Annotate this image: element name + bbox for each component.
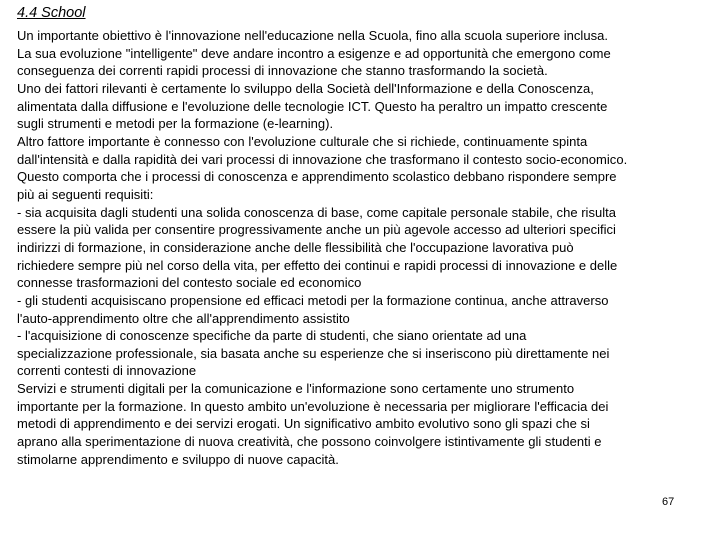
body-text xyxy=(17,27,720,468)
body-line: - sia acquisita dagli studenti una solida conoscenza di base, come capitale personale stabile, che risulta xyxy=(17,204,617,220)
body-line: connesse trasformazioni del contesto sociale ed economico xyxy=(17,275,362,291)
body-line: importante per la formazione. In questo ambito un'evoluzione è necessaria per migliorare l'efficacia dei xyxy=(17,398,609,414)
body-line: metodi di apprendimento e dei servizi erogati. Un significativo ambito evolutivo sono gli spazi che si xyxy=(17,416,590,432)
body-line: La sua evoluzione "intelligente" deve andare incontro a esigenze e ad opportunità che emergono come xyxy=(17,45,611,61)
body-line: Servizi e strumenti digitali per la comunicazione e l'informazione sono certamente uno strumento xyxy=(17,381,575,397)
body-line: Altro fattore importante è connesso con l'evoluzione culturale che si richiede, continuamente spinta xyxy=(17,133,588,149)
body-line: specializzazione professionale, sia basata anche su esperienze che si inseriscono più direttamente nei xyxy=(17,345,610,361)
body-line: conseguenza dei correnti rapidi processi di innovazione che stanno trasformando la società. xyxy=(17,63,548,79)
body-line: correnti contesti di innovazione xyxy=(17,363,197,379)
body-line: stimolarne apprendimento e sviluppo di nuove capacità. xyxy=(17,451,339,467)
body-line: indirizzi di formazione, in considerazione anche delle flessibilità che l'occupazione lavorativa può xyxy=(17,239,574,255)
page-number: 67 xyxy=(662,496,675,508)
body-line: dall'intensità e dalla rapidità dei vari processi di innovazione che trasformano il contesto socio-economico. xyxy=(17,151,628,167)
body-line: Un importante obiettivo è l'innovazione nell'educazione nella Scuola, fino alla scuola superiore inclusa. xyxy=(17,28,608,43)
section-title: 4.4 School xyxy=(17,5,86,21)
body-line: Questo comporta che i processi di conoscenza e apprendimento scolastico debbano rispondere sempre xyxy=(17,169,617,185)
body-line: più ai seguenti requisiti: xyxy=(17,186,154,202)
body-line: - l'acquisizione di conoscenze specifiche da parte di studenti, che siano orientate ad una xyxy=(17,328,527,344)
body-line: alimentata dalla diffusione e l'evoluzione delle tecnologie ICT. Questo ha peraltro un impatto crescente xyxy=(17,98,608,114)
body-line: Uno dei fattori rilevanti è certamente lo sviluppo della Società dell'Informazione e della Conoscenza, xyxy=(17,80,594,96)
body-line: l'auto-apprendimento oltre che all'apprendimento assistito xyxy=(17,310,350,326)
body-line: - gli studenti acquisiscano propensione ed efficaci metodi per la formazione continua, anche attraverso xyxy=(17,292,609,308)
body-line: aprano alla sperimentazione di nuova creatività, che possono coinvolgere istintivamente gli studenti e xyxy=(17,434,602,450)
body-line: richiedere sempre più nel corso della vita, per effetto dei continui e rapidi processi di innovazione e delle xyxy=(17,257,618,273)
body-line: essere la più valida per consentire progressivamente anche un più agevole accesso ad ulteriori specifici xyxy=(17,222,616,238)
body-line: sugli strumenti e metodi per la formazione (e-learning). xyxy=(17,116,334,132)
